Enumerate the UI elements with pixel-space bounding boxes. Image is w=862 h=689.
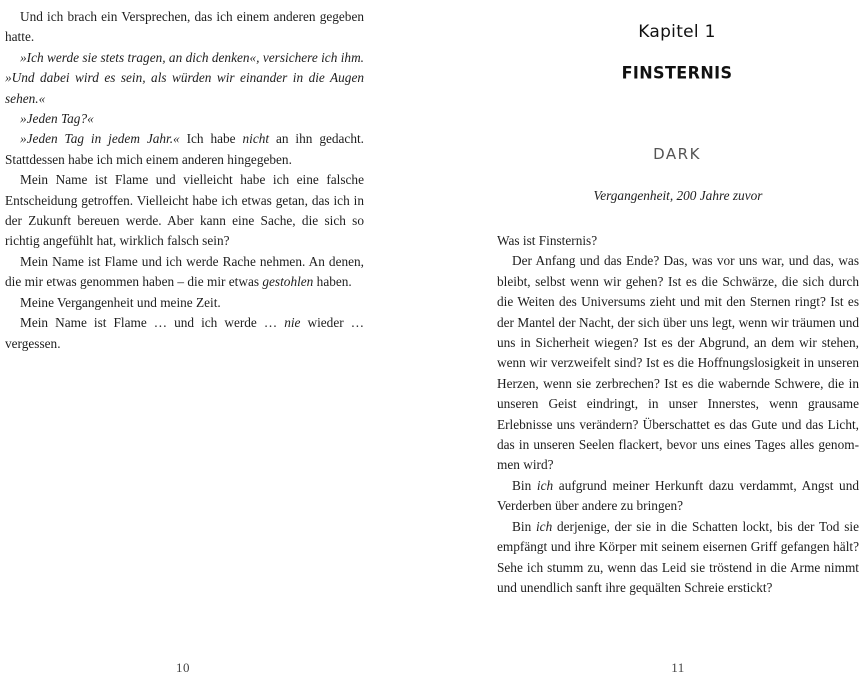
italic-text: ich: [535, 518, 553, 534]
text-run: Mein Name ist Flame und vielleicht habe ich eine falsche Entscheidung getroffen. Vielleicht habe ich etwas getan, das ich in der Zukunft bereuen werde. Aber kann eine Sache, die sich so richtig angefühlt hat, wirklich falsch sein?: [5, 172, 364, 249]
text-run: wieder … vergessen.: [5, 315, 364, 351]
chapter-label: Kapitel 1: [638, 22, 716, 42]
italic-text: »Ich werde sie stets tragen, an dich denken«, versichere ich ihm. »Und dabei wird es sein, als würden wir einander in die Augen sehen.«: [5, 49, 364, 106]
text-run: an ihn gedacht. Stattdessen habe ich mich einem anderen hingegeben.: [5, 131, 364, 167]
text-run: Bin: [512, 518, 536, 534]
chapter-title: FINSTERNIS: [621, 62, 733, 83]
text-run: aufgrund meiner Herkunft dazu verdammt, Angst und Verderben über andere zu bringen?: [497, 477, 859, 514]
paragraph: [5, 7, 364, 48]
paragraph: [5, 252, 364, 293]
text-run: derjenige, der sie in die Schatten lockt, bis der Tod sie empfängt und ihre Körper mit seinem eisernen Griff gefangen hält? Sehe ich stumm zu, wenn das Leid sie tröstend in die Arme nimmt und unendlich sanft ihre gequälten Schreie erstickt?: [497, 518, 859, 595]
left-page-number: 10: [176, 660, 190, 675]
text-run: haben.: [313, 274, 352, 290]
chapter-subtitle: DARK: [653, 145, 701, 163]
text-run: Mein Name ist Flame … und ich werde …: [20, 315, 285, 331]
paragraph: [497, 517, 859, 599]
paragraph: [497, 476, 859, 517]
italic-text: »Jeden Tag in jedem Jahr.«: [20, 131, 180, 147]
paragraph: [497, 231, 859, 251]
paragraph: [5, 293, 364, 313]
chapter-time-note: Vergangenheit, 200 Jahre zuvor: [593, 188, 763, 203]
right-page-body-text: [497, 231, 859, 598]
italic-text: nie: [284, 315, 301, 331]
italic-text: »Jeden Tag?«: [20, 111, 94, 127]
text-run: Bin: [512, 477, 537, 493]
text-run: Was ist Finsternis?: [497, 233, 598, 248]
paragraph: [5, 109, 364, 129]
italic-text: gestohlen: [262, 274, 314, 290]
italic-text: nicht: [242, 131, 270, 147]
paragraph: [5, 170, 364, 252]
left-page-body-text: [5, 7, 364, 354]
text-run: Ich habe: [179, 131, 243, 147]
text-run: Und ich brach ein Versprechen, das ich einem anderen gegeben hatte.: [5, 9, 364, 45]
italic-text: ich: [536, 477, 554, 493]
right-page: [431, 0, 862, 689]
paragraph: [5, 48, 364, 109]
paragraph: [5, 129, 364, 170]
right-page-number: 11: [671, 660, 685, 675]
text-run: Der Anfang und das Ende? Das, was vor uns war, und das, was bleibt, selbst wenn wir gehen? Ist es die Schwärze, die sich durch die Weiten des Universums zieht und mit den Sternen ringt? Ist es der Mantel der Nacht, der sich über uns legt, wenn wir träumen und uns in Sicherheit wiegen? Ist es der Abgrund, an dem wir stehen, wenn wir verzweifelt sind? Ist es die Hoffnungslosigkeit in unseren Herzen, wenn sie zerbrechen? Ist es die wabernde Schwere, die in unseren Geist eindringt, in unser Innerstes, wenn grausame Erlebnisse uns verändern? Überschattet es das Gute und das Licht, das in unseren Seelen flackert, bevor uns eines Tages alles genommen wird?: [497, 253, 859, 473]
text-run: Meine Vergangenheit und meine Zeit.: [20, 294, 221, 310]
paragraph: [497, 251, 859, 475]
text-run: Mein Name ist Flame und ich werde Rache nehmen. An denen, die mir etwas genommen haben – die mir etwas: [5, 253, 364, 290]
paragraph: [5, 313, 364, 354]
